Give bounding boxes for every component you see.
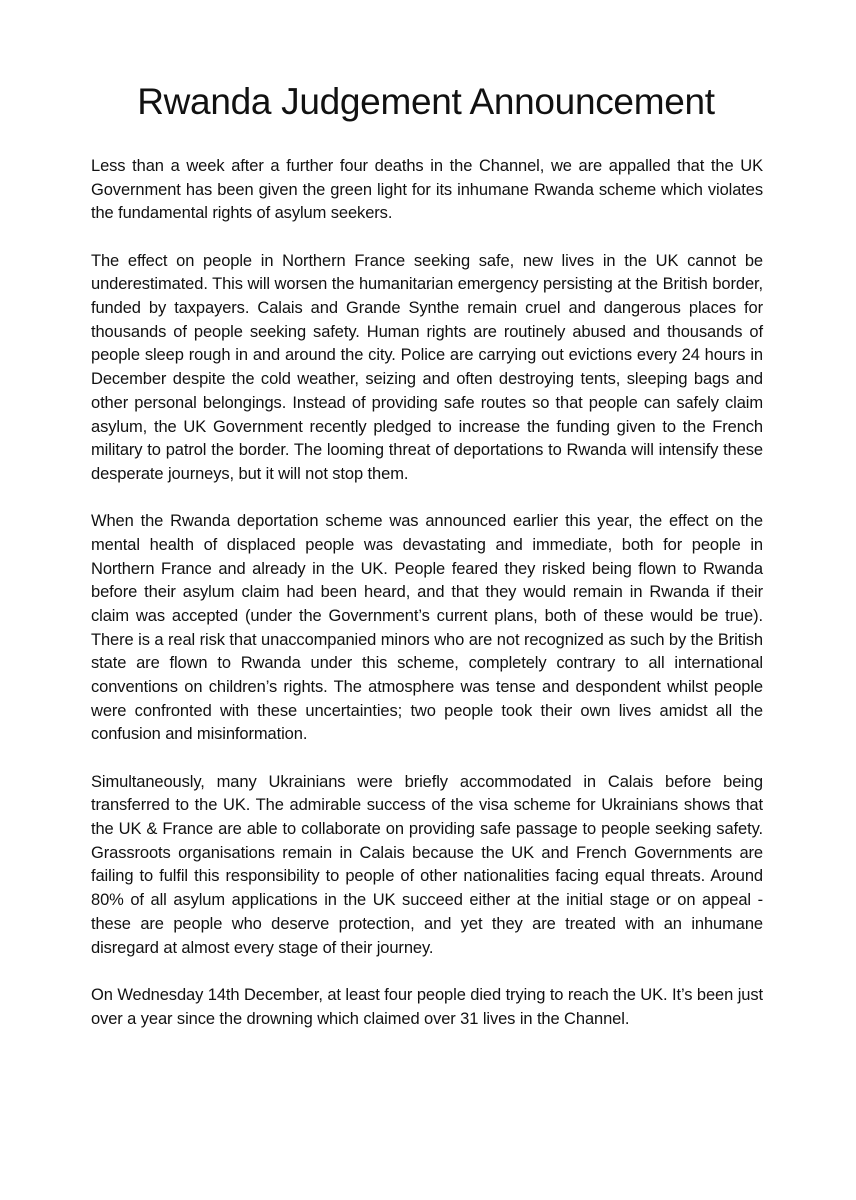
paragraph-1: Less than a week after a further four deaths in the Channel, we are appalled that the UK Government has been given the green light for its inhumane Rwanda scheme which violates the fundamental rights of asylum seekers.	[91, 157, 763, 223]
page-title: Rwanda Judgement Announcement	[137, 81, 715, 122]
document-body	[91, 155, 763, 1055]
paragraph-3: When the Rwanda deportation scheme was announced earlier this year, the effect on the mental health of displaced people was devastating and immediate, both for people in Northern France and already in the UK. People feared they risked being flown to Rwanda before their asylum claim had been heard, and that they would remain in Rwanda if their claim was accepted (under the Government’s current plans, both of these would be true). There is a real risk that unaccompanied minors who are not recognized as such by the British state are flown to Rwanda under this scheme, completely contrary to all international conventions on children’s rights. The atmosphere was tense and despondent whilst people were confronted with these uncertainties; two people took their own lives amidst all the confusion and misinformation.	[91, 512, 763, 744]
paragraph-5: On Wednesday 14th December, at least four people died trying to reach the UK. It’s been just over a year since the drowning which claimed over 31 lives in the Channel.	[91, 985, 763, 1028]
paragraph-2: The effect on people in Northern France seeking safe, new lives in the UK cannot be underestimated. This will worsen the humanitarian emergency persisting at the British border, funded by taxpayers. Calais and Grande Synthe remain cruel and dangerous places for thousands of people seeking safety. Human rights are routinely abused and thousands of people sleep rough in and around the city. Police are carrying out evictions every 24 hours in December despite the cold weather, seizing and often destroying tents, sleeping bags and other personal belongings. Instead of providing safe routes so that people can safely claim asylum, the UK Government recently pledged to increase the funding given to the French military to patrol the border. The looming threat of deportations to Rwanda will intensify these desperate journeys, but it will not stop them.	[91, 251, 763, 483]
paragraph-4: Simultaneously, many Ukrainians were briefly accommodated in Calais before being transferred to the UK. The admirable success of the visa scheme for Ukrainians shows that the UK & France are able to collaborate on providing safe passage to people seeking safety. Grassroots organisations remain in Calais because the UK and French Governments are failing to fulfil this responsibility to people of other nationalities facing equal threats. Around 80% of all asylum applications in the UK succeed either at the initial stage or on appeal - these are people who deserve protection, and yet they are treated with an inhumane disregard at almost every stage of their journey.	[91, 772, 763, 957]
